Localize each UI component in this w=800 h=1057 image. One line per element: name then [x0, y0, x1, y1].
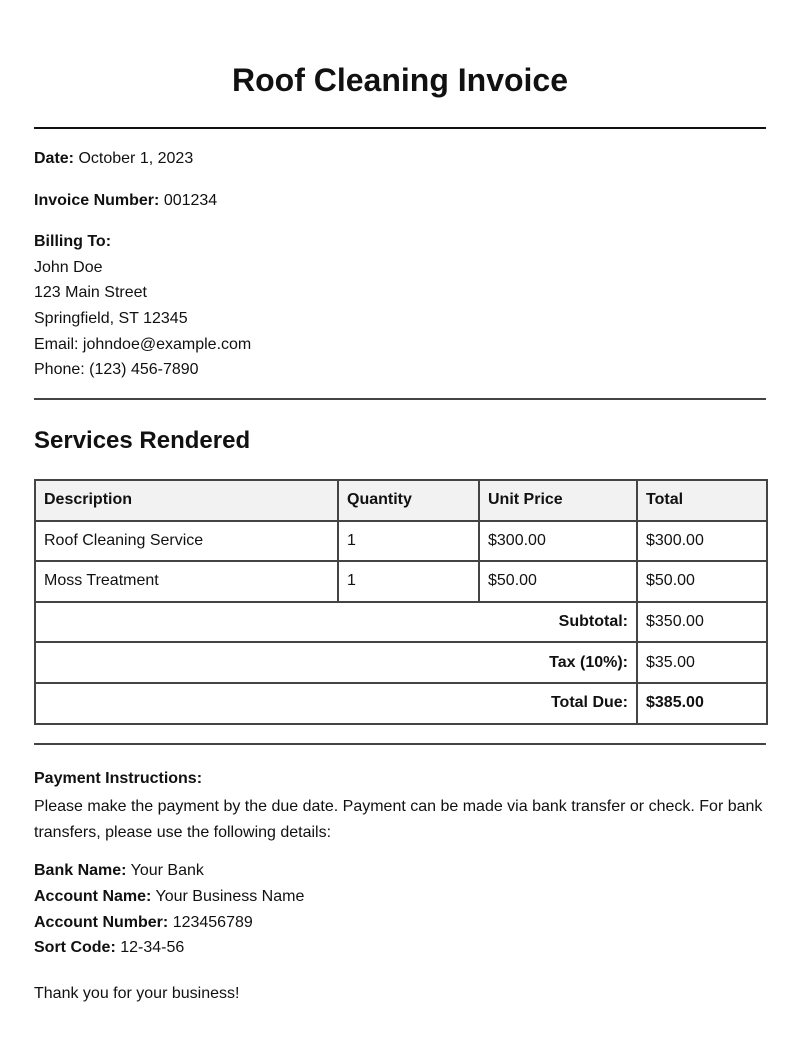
row-unit-price: $50.00 — [479, 561, 637, 602]
page-title: Roof Cleaning Invoice — [231, 62, 569, 98]
row-total: $50.00 — [637, 561, 767, 602]
bank-name — [34, 861, 204, 881]
account-number-label: Account Number: — [34, 914, 169, 931]
subtotal-label: Subtotal: — [35, 602, 637, 643]
subtotal-value: $350.00 — [637, 602, 767, 643]
thank-you-note: Thank you for your business! — [34, 985, 240, 1002]
account-number — [34, 913, 253, 933]
invoice-number-label: Invoice Number: — [34, 192, 160, 209]
invoice-date — [34, 149, 193, 169]
table-header-row — [35, 480, 767, 521]
billing-city: Springfield, ST 12345 — [34, 310, 188, 327]
invoice-date-value: October 1, 2023 — [78, 150, 194, 167]
services-table — [34, 479, 768, 725]
sort-code-value: 12-34-56 — [120, 939, 185, 956]
row-total: $300.00 — [637, 521, 767, 562]
column-header-quantity: Quantity — [338, 480, 479, 521]
tax-row — [35, 642, 767, 683]
sort-code — [34, 938, 184, 958]
account-name — [34, 887, 304, 907]
services-divider — [34, 743, 766, 745]
payment-instructions: Please make the payment by the due date. Payment can be made via bank transfer or check. For bank transfers, please use the following details: — [34, 798, 763, 841]
column-header-unit-price: Unit Price — [479, 480, 637, 521]
total-due-label: Total Due: — [35, 683, 637, 724]
subtotal-row — [35, 602, 767, 643]
table-row — [35, 561, 767, 602]
column-header-total: Total — [637, 480, 767, 521]
services-heading: Services Rendered — [34, 427, 251, 454]
billing-label: Billing To: — [34, 233, 112, 250]
row-description: Moss Treatment — [35, 561, 338, 602]
table-row — [35, 521, 767, 562]
tax-label: Tax (10%): — [35, 642, 637, 683]
payment-label: Payment Instructions: — [34, 770, 203, 787]
row-quantity: 1 — [338, 521, 479, 562]
billing-street: 123 Main Street — [34, 284, 147, 301]
account-number-value: 123456789 — [172, 914, 253, 931]
invoice-date-label: Date: — [34, 150, 75, 167]
bank-name-value: Your Bank — [130, 862, 204, 879]
bank-name-label: Bank Name: — [34, 862, 127, 879]
invoice-number — [34, 191, 217, 211]
tax-value: $35.00 — [637, 642, 767, 683]
billing-email: Email: johndoe@example.com — [34, 336, 252, 353]
title-divider — [34, 127, 766, 129]
row-description: Roof Cleaning Service — [35, 521, 338, 562]
row-unit-price: $300.00 — [479, 521, 637, 562]
row-quantity: 1 — [338, 561, 479, 602]
billing-name: John Doe — [34, 259, 103, 276]
sort-code-label: Sort Code: — [34, 939, 116, 956]
total-due-value: $385.00 — [637, 683, 767, 724]
invoice-number-value: 001234 — [163, 192, 218, 209]
account-name-label: Account Name: — [34, 888, 152, 905]
billing-phone: Phone: (123) 456-7890 — [34, 361, 199, 378]
account-name-value: Your Business Name — [155, 888, 305, 905]
billing-divider — [34, 398, 766, 400]
total-due-row — [35, 683, 767, 724]
column-header-description: Description — [35, 480, 338, 521]
